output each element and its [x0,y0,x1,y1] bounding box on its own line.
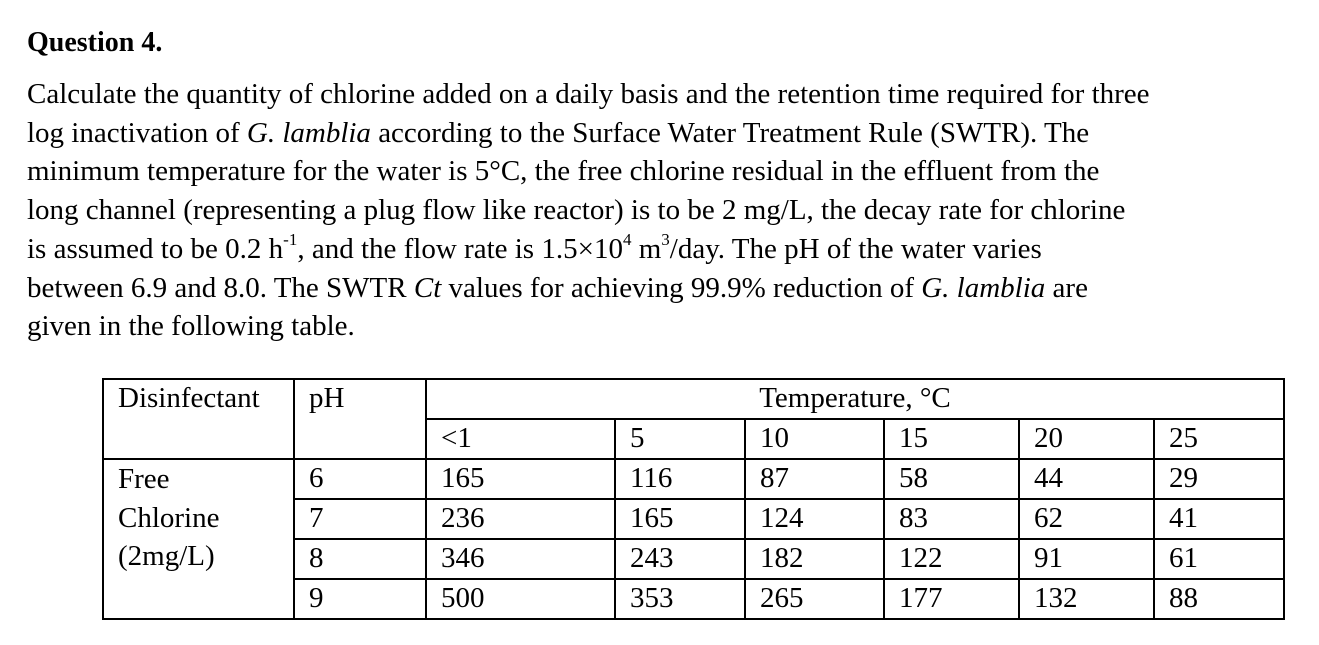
temp-header-cell: <1 [426,419,615,459]
ct-value-cell: 41 [1154,499,1284,539]
organism-name: G. lamblia [921,271,1046,304]
disinfectant-line: Chlorine [118,501,220,534]
text-span: are [1045,271,1088,304]
text-span: between 6.9 and 8.0. The SWTR [27,271,414,304]
header-ph: pH [294,379,426,419]
ct-value-cell: 83 [884,499,1019,539]
ct-value-cell: 124 [745,499,884,539]
question-paragraph [27,75,1312,346]
ct-value-cell: 44 [1019,459,1154,499]
table-header-row-2 [103,419,1284,459]
text-span: values for achieving 99.9% reduction of [441,271,922,304]
text-span: given in the following table. [27,310,355,343]
text-span: m [631,232,662,265]
temp-header-cell: 20 [1019,419,1154,459]
temp-header-cell: 5 [615,419,745,459]
superscript: 4 [622,230,632,250]
organism-name: G. lamblia [246,116,371,149]
paragraph-line-4 [27,191,1312,230]
ct-value-cell: 236 [426,499,615,539]
ph-cell: 9 [294,579,426,619]
text-span: long channel (representing a plug flow like reactor) is to be 2 mg/L, the decay rate for chlorine [27,194,1126,227]
ct-value-cell: 353 [615,579,745,619]
ct-value-cell: 177 [884,579,1019,619]
header-empty [103,419,294,459]
paragraph-line-5 [27,230,1312,269]
ct-values-table [102,378,1285,620]
paragraph-line-3 [27,152,1312,191]
ct-value-cell: 265 [745,579,884,619]
disinfectant-cell [103,459,294,619]
header-empty [294,419,426,459]
disinfectant-line: Free [118,463,170,495]
ct-value-cell: 165 [615,499,745,539]
text-span: /day. The pH of the water varies [669,232,1042,265]
ct-value-cell: 182 [745,539,884,579]
ph-cell: 6 [294,459,426,499]
ct-value-cell: 61 [1154,539,1284,579]
ct-value-cell: 87 [745,459,884,499]
table-row [103,459,1284,499]
text-span: according to the Surface Water Treatment Rule (SWTR). The [370,116,1090,149]
ph-cell: 8 [294,539,426,579]
text-span: , and the flow rate is 1.5×10 [297,232,623,265]
disinfectant-line: (2mg/L) [118,540,215,572]
ct-value-cell: 132 [1019,579,1154,619]
text-span: log inactivation of [27,116,247,149]
ct-value-cell: 88 [1154,579,1284,619]
ct-value-cell: 29 [1154,459,1284,499]
ct-value-cell: 62 [1019,499,1154,539]
superscript: -1 [283,230,298,250]
header-temperature: Temperature, °C [426,379,1284,419]
superscript: 3 [661,230,670,250]
text-span: minimum temperature for the water is 5°C, the free chlorine residual in the effluent from the [27,155,1100,188]
ph-cell: 7 [294,499,426,539]
paragraph-line-1 [27,75,1312,114]
temp-header-cell: 25 [1154,419,1284,459]
ct-value-cell: 346 [426,539,615,579]
paragraph-line-2 [27,114,1312,153]
ct-term: Ct [413,271,442,304]
header-disinfectant: Disinfectant [103,379,294,419]
ct-value-cell: 500 [426,579,615,619]
ct-value-cell: 58 [884,459,1019,499]
temp-header-cell: 10 [745,419,884,459]
ct-value-cell: 122 [884,539,1019,579]
ct-value-cell: 116 [615,459,745,499]
temp-header-cell: 15 [884,419,1019,459]
paragraph-line-6 [27,269,1312,308]
ct-value-cell: 91 [1019,539,1154,579]
paragraph-line-7 [27,307,1312,346]
text-span: Calculate the quantity of chlorine added on a daily basis and the retention time required for three [27,78,1150,110]
ct-value-cell: 165 [426,459,615,499]
text-span: is assumed to be 0.2 h [27,232,284,265]
ct-value-cell: 243 [615,539,745,579]
table-header-row-1 [103,379,1284,419]
question-heading: Question 4. [27,27,163,58]
